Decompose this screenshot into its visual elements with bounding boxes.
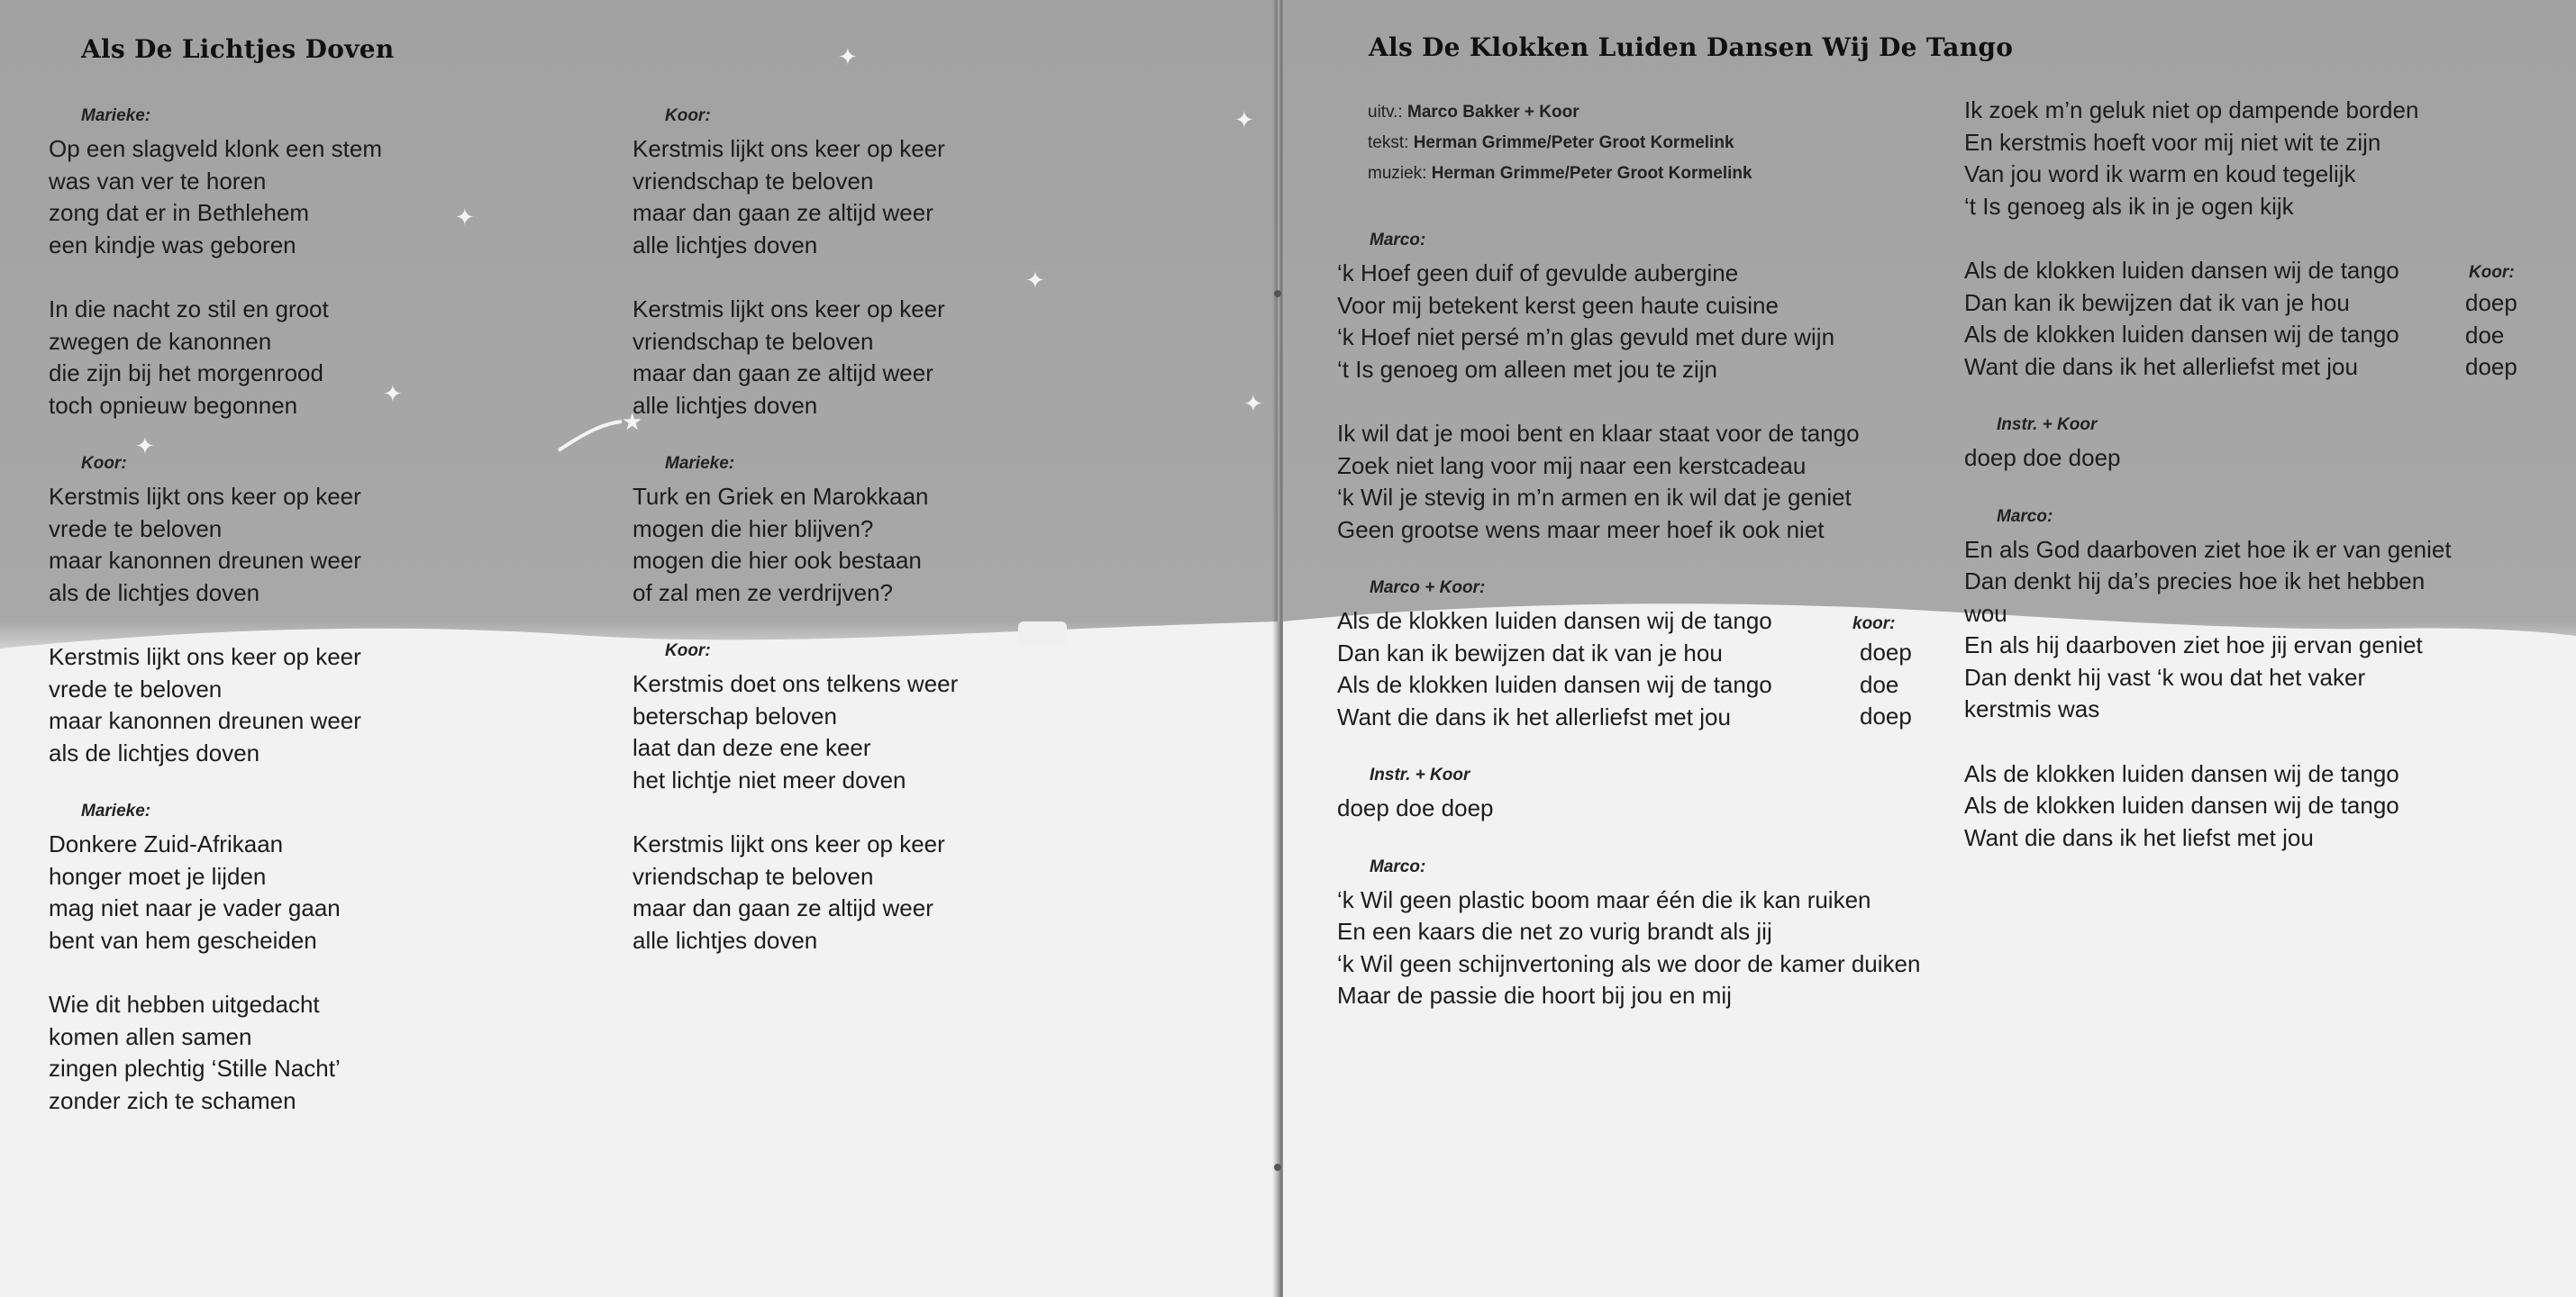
lyric-line: Kerstmis doet ons telkens weer [633, 670, 959, 697]
lyric-line: honger moet je lijden [49, 862, 267, 890]
star-icon: ✦ [455, 204, 475, 231]
lyric-line: die zijn bij het morgenrood [49, 359, 323, 386]
lyric-line: Kerstmis lijkt ons keer op keer [633, 135, 945, 162]
lyric-line: vriendschap te beloven [633, 167, 874, 195]
lyrics-column [1964, 95, 2452, 886]
lyric-line: Want die dans ik het allerliefst met jou [1337, 703, 1731, 730]
speaker-label: Marieke: [81, 802, 151, 821]
stanza [1337, 231, 1920, 385]
speaker-label: Instr. + Koor [1997, 415, 2098, 434]
lyric-line: ‘k Wil geen schijnvertoning als we door de kamer duiken [1337, 949, 1921, 977]
stanza [49, 106, 382, 261]
lyric-line: zong dat er in Bethlehem [49, 199, 310, 226]
song-title: Als De Lichtjes Doven [81, 34, 395, 64]
lyric-line: het lichtje niet meer doven [633, 766, 906, 794]
speaker-label: Koor: [665, 106, 711, 125]
lyric-line: alle lichtjes doven [633, 926, 818, 954]
lyric-line: doep [2465, 353, 2517, 380]
stanza [1964, 758, 2452, 855]
lyric-line: wou [1964, 599, 2007, 627]
lyric-line: Van jou word ik warm en koud tegelijk [1964, 160, 2356, 187]
song-credits [1368, 97, 1752, 189]
lyric-line: maar dan gaan ze altijd weer [633, 199, 933, 226]
stanza [1337, 857, 1920, 1012]
shooting-star-icon: ★ [622, 408, 643, 435]
right-page [1283, 0, 2576, 1297]
speaker-label: koor: [1852, 614, 1896, 633]
staple [1274, 290, 1281, 297]
speaker-label: Koor: [2469, 263, 2515, 282]
lyric-line: doe [1860, 670, 1899, 698]
lyric-line: zingen plechtig ‘Stille Nacht’ [49, 1055, 341, 1082]
lyric-line: Maar de passie die hoort bij jou en mij [1337, 982, 1732, 1009]
credit-row [1368, 159, 1752, 189]
credit-label: uitv.: [1368, 103, 1403, 122]
speaker-label: Marieke: [81, 106, 151, 125]
stanza [49, 454, 382, 609]
stanza [633, 294, 958, 422]
stanza [49, 641, 382, 769]
lyric-line: als de lichtjes doven [49, 578, 260, 606]
stanza [633, 641, 958, 796]
lyric-line: Als de klokken luiden dansen wij de tango [1337, 671, 1772, 698]
lyric-line: Dan denkt hij da’s precies hoe ik het hebben [1964, 567, 2426, 594]
stanza [1964, 255, 2452, 383]
lyric-line: Kerstmis lijkt ons keer op keer [633, 830, 945, 857]
stanza [1337, 766, 1920, 825]
lyric-line: Als de klokken luiden dansen wij de tango [1964, 792, 2399, 819]
lyric-line: Als de klokken luiden dansen wij de tango [1337, 607, 1772, 634]
speaker-label: Koor: [81, 454, 127, 473]
song-title: Als De Klokken Luiden Dansen Wij De Tango [1369, 32, 2014, 62]
lyric-line: Want die dans ik het liefst met jou [1964, 823, 2314, 851]
lyric-line: doep doe doep [1337, 794, 1494, 821]
lyric-line: laat dan deze ene keer [633, 734, 871, 761]
lyric-line: maar kanonnen dreunen weer [49, 547, 361, 574]
lyric-line: Geen grootse wens maar meer hoef ik ook niet [1337, 515, 1825, 543]
lyrics-column [49, 106, 382, 1149]
lyric-line: was van ver te horen [49, 167, 267, 195]
lyric-line: doep [1860, 703, 1912, 730]
lyric-line: vriendschap te beloven [633, 327, 874, 355]
speaker-label: Marco: [1370, 857, 1426, 876]
lyric-line: Dan kan ik bewijzen dat ik van je hou [1337, 639, 1723, 667]
lyric-line: zwegen de kanonnen [49, 327, 272, 355]
lyric-line: Dan denkt hij vast ‘k wou dat het vaker [1964, 663, 2366, 691]
lyric-line: doep [1860, 639, 1912, 666]
lyric-line: Als de klokken luiden dansen wij de tango [1964, 759, 2399, 787]
lyric-line: bent van hem gescheiden [49, 926, 317, 954]
lyric-line: Want die dans ik het allerliefst met jou [1964, 352, 2358, 380]
speaker-label: Instr. + Koor [1370, 766, 1470, 785]
left-page [0, 0, 1278, 1297]
lyric-line: zonder zich te schamen [49, 1086, 296, 1114]
star-icon: ✦ [1234, 106, 1254, 133]
lyric-line: vrede te beloven [49, 675, 223, 703]
stanza [633, 106, 958, 261]
speaker-label: Marco: [1370, 231, 1426, 249]
stanza [633, 829, 958, 957]
lyrics-column [1337, 231, 1920, 1045]
lyric-line: ‘k Hoef niet persé m’n glas gevuld met dure wijn [1337, 323, 1835, 350]
stanza [1964, 95, 2452, 222]
lyric-line: maar dan gaan ze altijd weer [633, 894, 933, 921]
lyric-line: Donkere Zuid-Afrikaan [49, 830, 284, 857]
lyric-line: doep [2465, 289, 2517, 316]
lyric-line: ‘k Hoef geen duif of gevulde aubergine [1337, 259, 1739, 286]
lyric-line: Zoek niet lang voor mij naar een kerstcadeau [1337, 451, 1807, 479]
lyric-line: Kerstmis lijkt ons keer op keer [49, 483, 361, 510]
lyric-line: ‘t Is genoeg als ik in je ogen kijk [1964, 192, 2294, 220]
lyric-line: alle lichtjes doven [633, 231, 818, 258]
lyric-line: Als de klokken luiden dansen wij de tango [1964, 257, 2399, 284]
speaker-label: Marco: [1997, 506, 2053, 526]
lyric-line: doe [2465, 321, 2505, 349]
lyric-line: maar dan gaan ze altijd weer [633, 359, 933, 386]
lyric-line: Ik zoek m’n geluk niet op dampende borden [1964, 96, 2419, 123]
speaker-label: Koor: [665, 641, 711, 660]
lyric-line: En kerstmis hoeft voor mij niet wit te zijn [1964, 128, 2381, 156]
lyric-line: alle lichtjes doven [633, 391, 818, 419]
lyric-line: En als hij daarboven ziet hoe jij ervan geniet [1964, 631, 2423, 658]
star-icon: ✦ [135, 432, 155, 459]
speaker-label: Marieke: [665, 454, 735, 473]
lyric-line: doep doe doep [1964, 444, 2121, 471]
lyric-line: Voor mij betekent kerst geen haute cuisine [1337, 291, 1779, 319]
credit-value: Marco Bakker + Koor [1407, 103, 1579, 122]
lyric-line: Wie dit hebben uitgedacht [49, 991, 320, 1018]
star-icon: ✦ [1243, 390, 1263, 417]
ark-illustration [1018, 621, 1067, 645]
star-icon: ✦ [838, 43, 858, 70]
lyric-line: ‘k Wil geen plastic boom maar één die ik kan ruiken [1337, 885, 1871, 913]
lyric-line: als de lichtjes doven [49, 739, 260, 766]
lyric-line: Op een slagveld klonk een stem [49, 135, 382, 162]
lyric-line: En een kaars die net zo vurig brandt als jij [1337, 918, 1772, 945]
speaker-label: Marco + Koor: [1370, 578, 1486, 597]
lyric-line: Als de klokken luiden dansen wij de tango [1964, 321, 2399, 348]
lyric-line: mogen die hier ook bestaan [633, 547, 922, 574]
lyric-line: mag niet naar je vader gaan [49, 894, 341, 921]
lyric-line: Dan kan ik bewijzen dat ik van je hou [1964, 288, 2350, 316]
credit-value: Herman Grimme/Peter Groot Kormelink [1413, 133, 1734, 152]
lyric-line: vriendschap te beloven [633, 862, 874, 890]
stanza [49, 802, 382, 957]
credit-label: tekst: [1368, 133, 1409, 152]
lyric-line: maar kanonnen dreunen weer [49, 707, 361, 734]
lyric-line: Ik wil dat je mooi bent en klaar staat voor de tango [1337, 420, 1860, 447]
star-icon: ✦ [383, 380, 403, 407]
lyric-line: toch opnieuw begonnen [49, 391, 298, 419]
lyric-line: Turk en Griek en Marokkaan [633, 483, 929, 510]
credit-row [1368, 128, 1752, 159]
lyric-line: mogen die hier blijven? [633, 514, 874, 542]
stanza [1337, 578, 1920, 733]
lyric-line: Kerstmis lijkt ons keer op keer [49, 643, 361, 670]
stanza [49, 989, 382, 1117]
lyric-line: een kindje was geboren [49, 231, 296, 258]
credit-row [1368, 97, 1752, 128]
lyric-line: komen allen samen [49, 1022, 252, 1050]
staple [1274, 1164, 1281, 1171]
credit-value: Herman Grimme/Peter Groot Kormelink [1431, 164, 1752, 183]
stanza [633, 454, 958, 609]
lyric-line: Kerstmis lijkt ons keer op keer [633, 295, 945, 322]
lyric-line: En als God daarboven ziet hoe ik er van geniet [1964, 535, 2452, 563]
lyric-line: In die nacht zo stil en groot [49, 295, 329, 322]
stanza [1964, 415, 2452, 475]
stanza [49, 294, 382, 422]
lyric-line: beterschap beloven [633, 702, 837, 730]
lyric-line: ‘t Is genoeg om alleen met jou te zijn [1337, 355, 1718, 383]
lyrics-column [633, 106, 958, 989]
star-icon: ✦ [1025, 267, 1045, 294]
lyric-line: of zal men ze verdrijven? [633, 578, 894, 606]
stanza [1337, 418, 1920, 546]
stanza [1964, 507, 2452, 726]
lyric-line: vrede te beloven [49, 514, 223, 542]
lyric-line: kerstmis was [1964, 695, 2100, 722]
credit-label: muziek: [1368, 164, 1427, 183]
lyric-line: ‘k Wil je stevig in m’n armen en ik wil dat je geniet [1337, 484, 1852, 511]
